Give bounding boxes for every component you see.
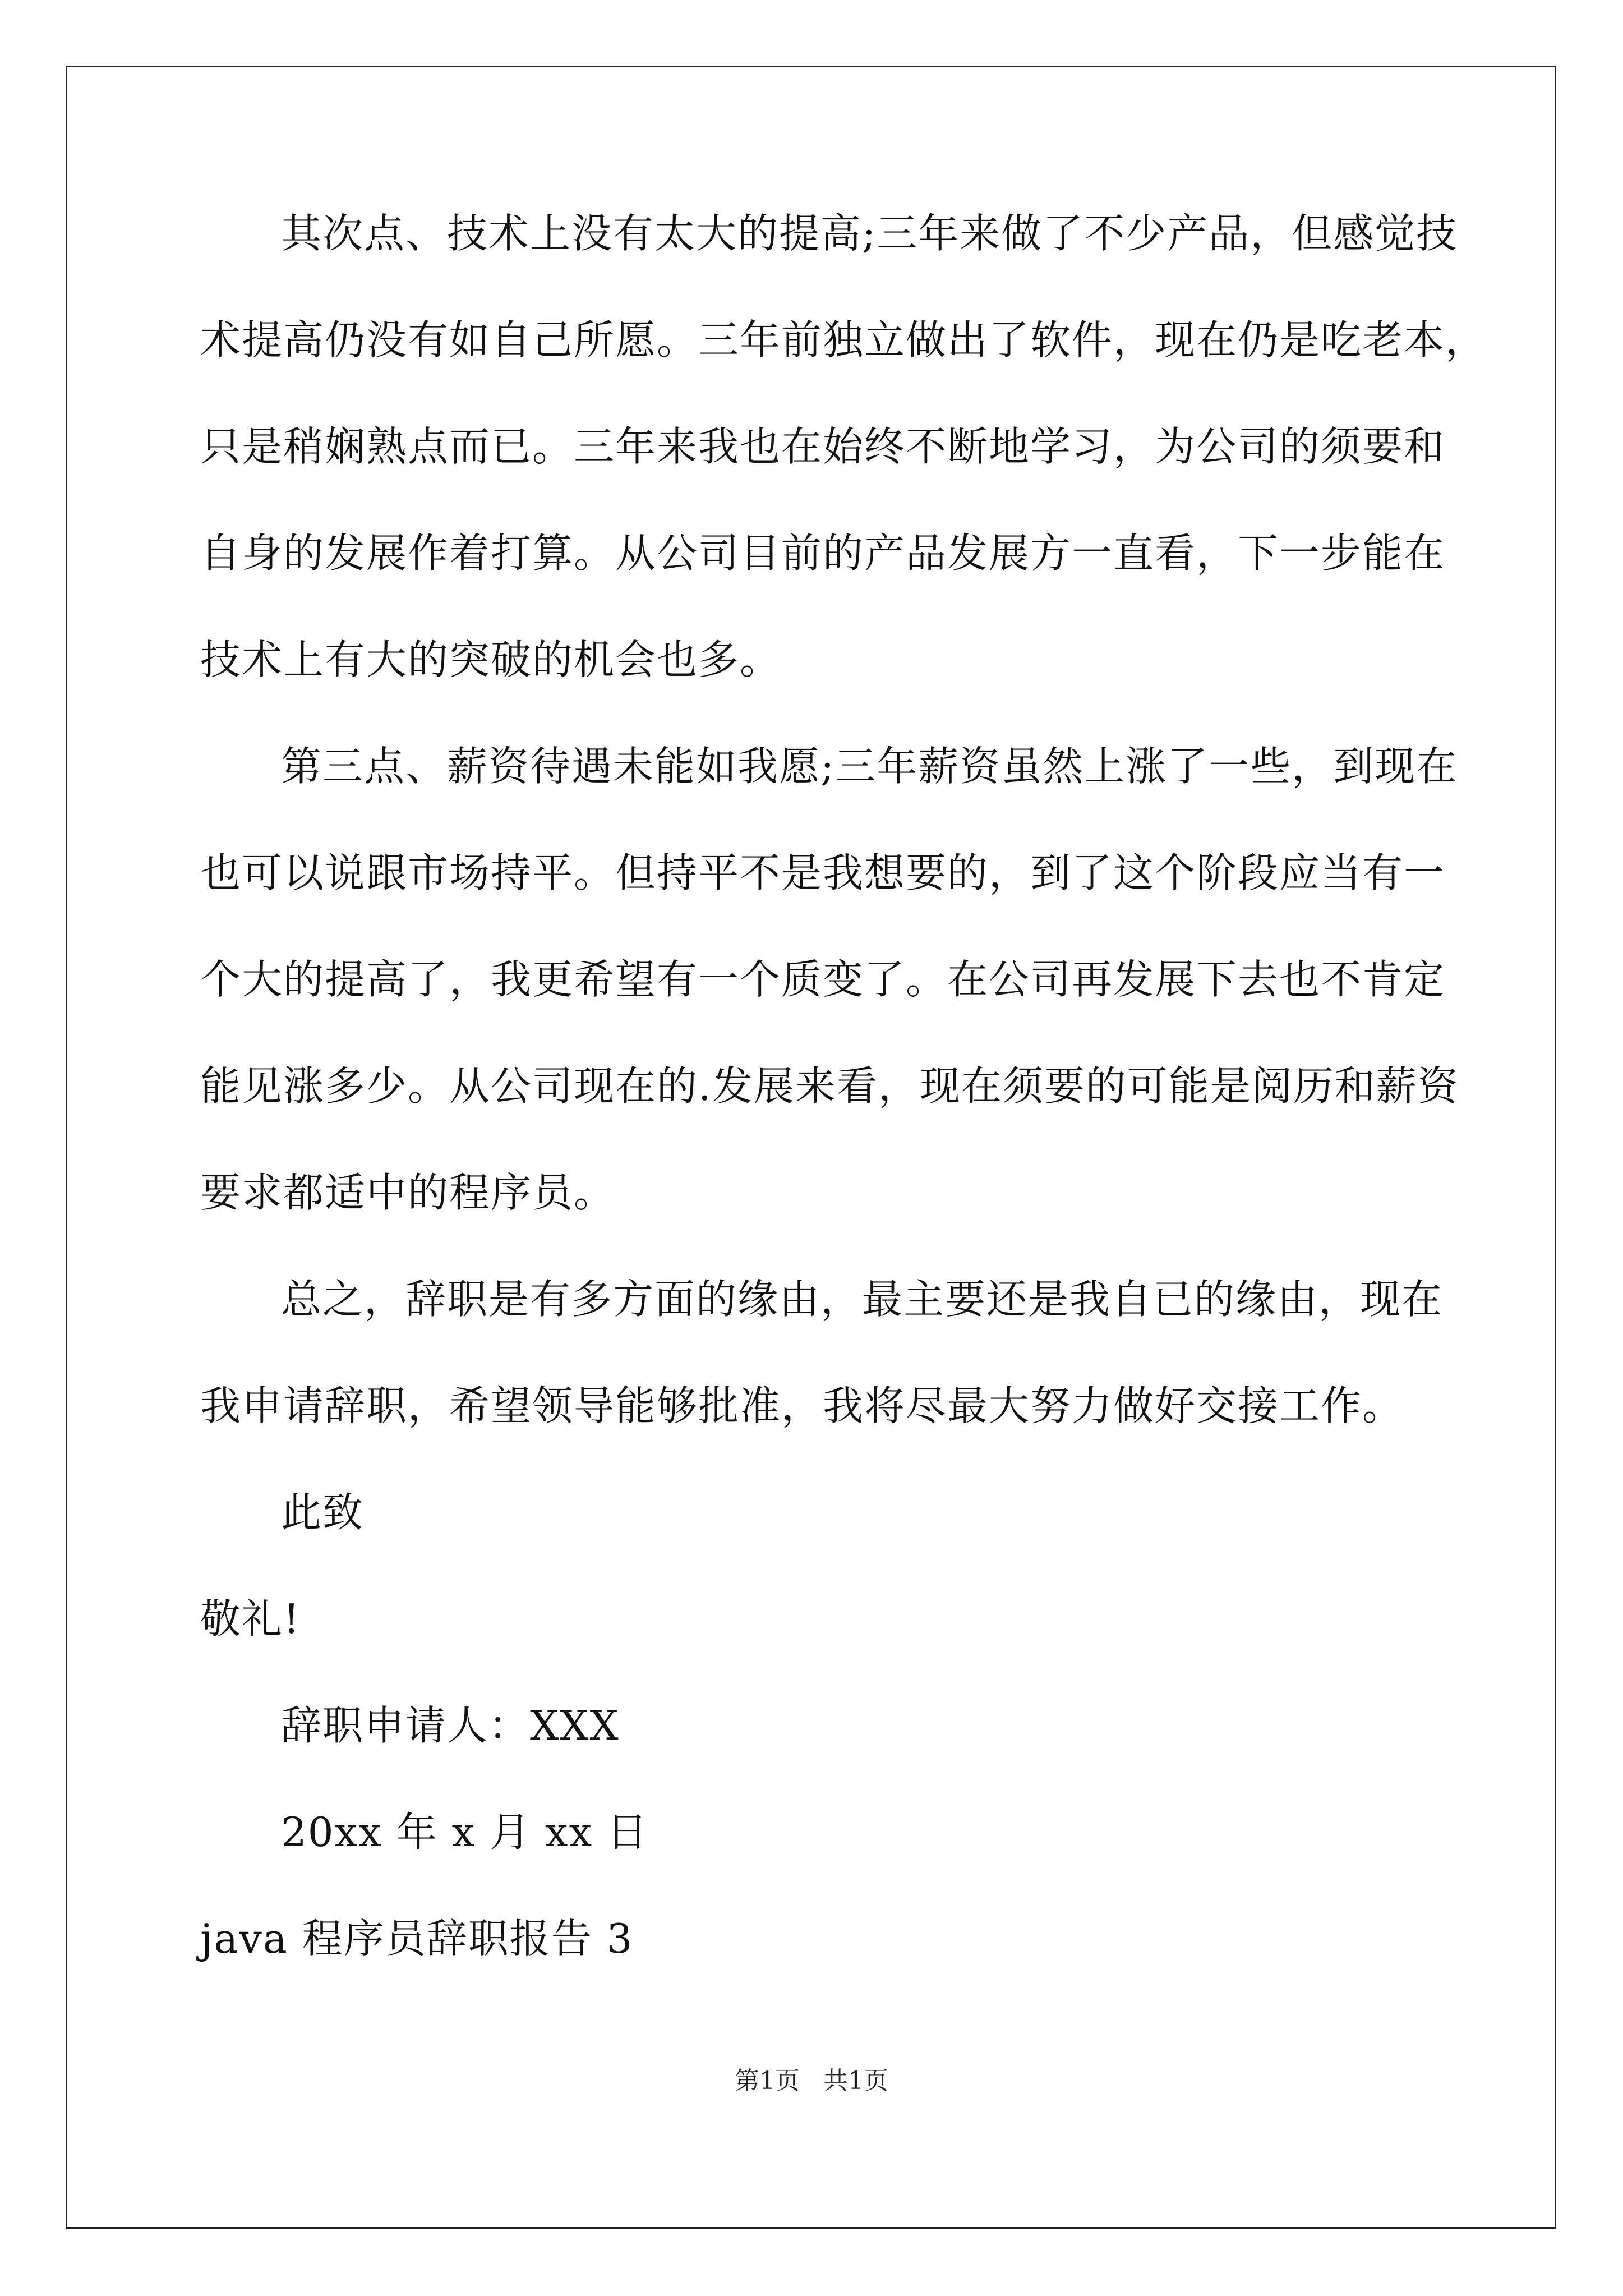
signature-line: 辞职申请人：XXX [281,1702,620,1749]
document-body [200,210,1487,2025]
salutation-line: 敬礼! [200,1595,301,1642]
paragraph-line: 术提高仍没有如自己所愿。三年前独立做出了软件，现在仍是吃老本， [200,316,1487,364]
page-number: 第1页 [735,2067,800,2095]
paragraph-line: 个大的提高了，我更希望有一个质变了。在公司再发展下去也不肯定 [200,956,1446,1003]
closing-line: 此致 [281,1489,365,1536]
paragraph-line: 能见涨多少。从公司现在的.发展来看，现在须要的可能是阅历和薪资 [200,1062,1459,1110]
paragraph-line: 自身的发展作着打算。从公司目前的产品发展方一直看，下一步能在 [200,530,1446,577]
paragraph-line: 我申请辞职，希望领导能够批准，我将尽最大努力做好交接工作。 [200,1382,1404,1429]
page-total: 共1页 [823,2067,888,2095]
page-footer [0,2069,1623,2093]
paragraph-line: 只是稍娴熟点而已。三年来我也在始终不断地学习，为公司的须要和 [200,423,1446,470]
paragraph-line: 要求都适中的程序员。 [200,1169,616,1216]
paragraph-line: 其次点、技术上没有太大的提高;三年来做了不少产品，但感觉技 [281,210,1458,257]
section-title: java 程序员辞职报告 3 [200,1915,634,1962]
date-line: 20xx 年 x 月 xx 日 [281,1809,649,1856]
paragraph-line: 第三点、薪资待遇未能如我愿;三年薪资虽然上涨了一些，到现在 [281,743,1458,790]
paragraph-line: 也可以说跟市场持平。但持平不是我想要的，到了这个阶段应当有一 [200,849,1446,896]
paragraph-line: 技术上有大的突破的机会也多。 [200,636,782,683]
paragraph-line: 总之，辞职是有多方面的缘由，最主要还是我自已的缘由，现在 [281,1276,1444,1323]
